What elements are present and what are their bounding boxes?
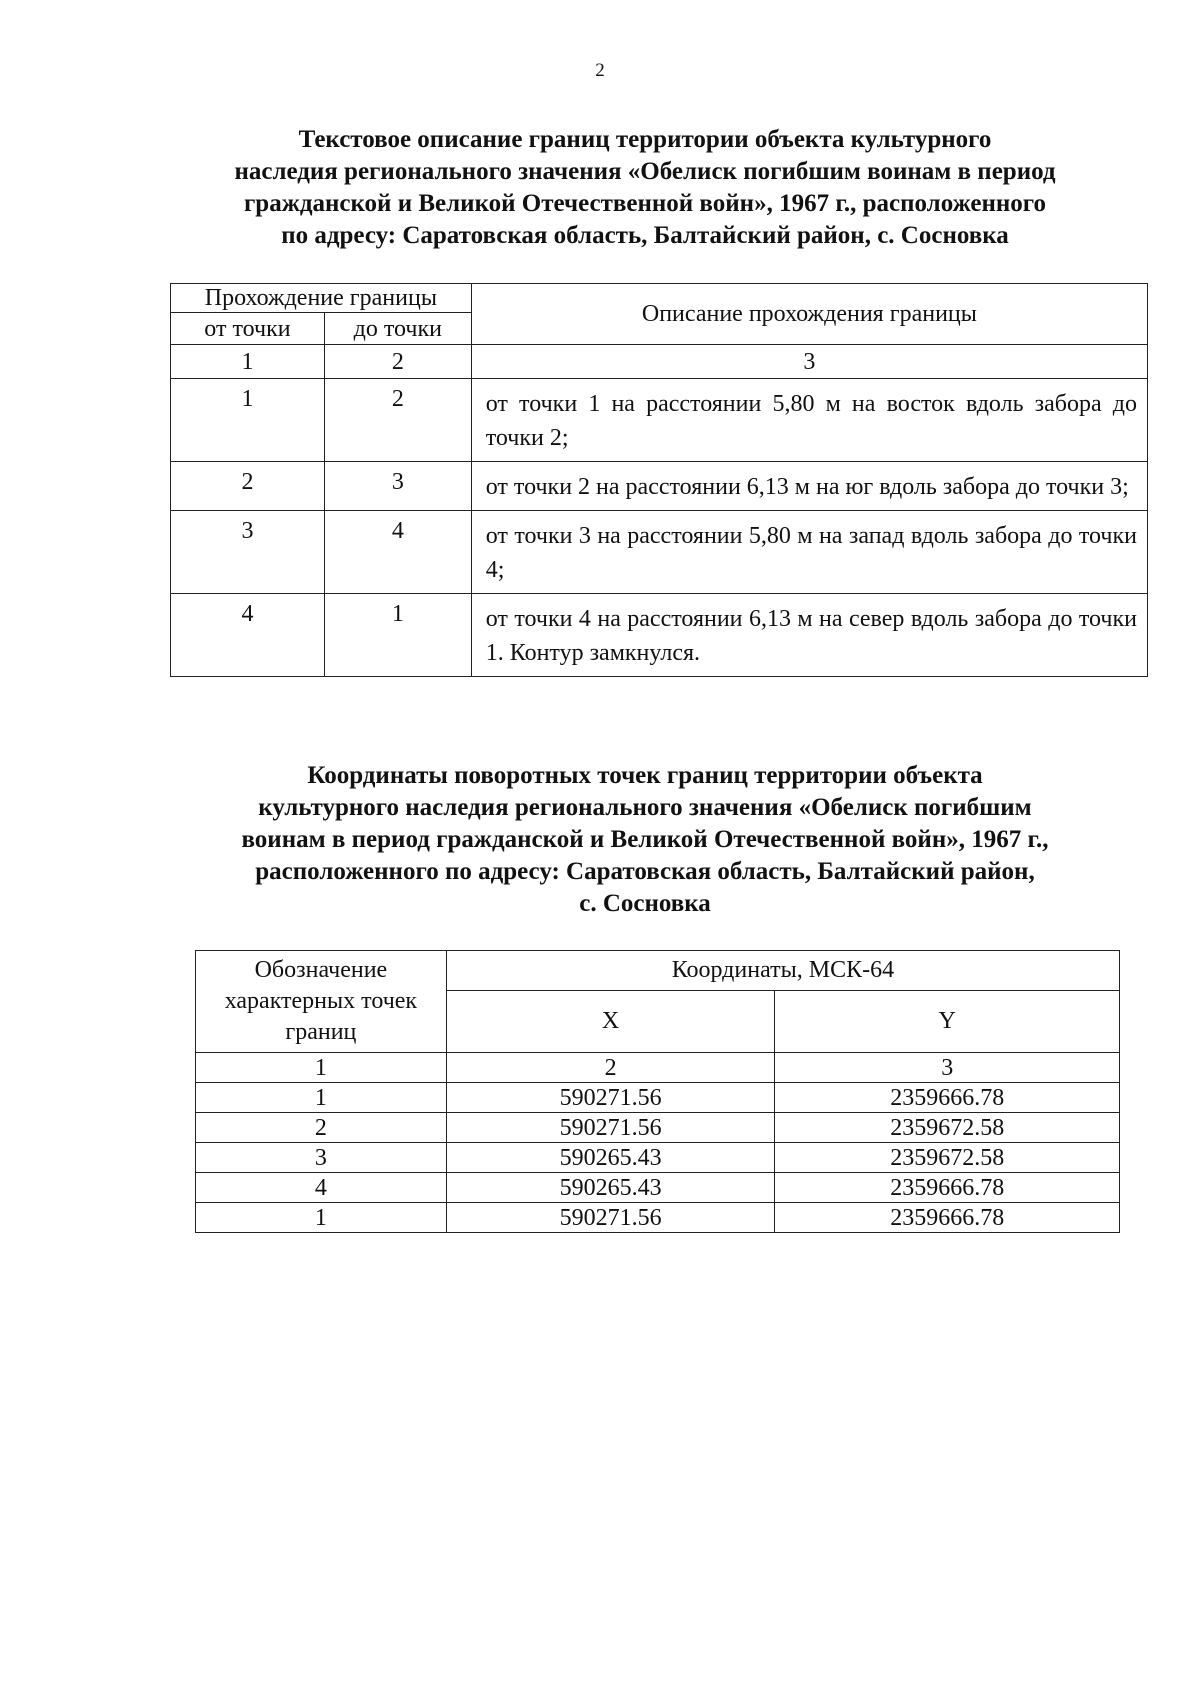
title-line: наследия регионального значения «Обелиск погибшим воинам в период	[234, 158, 1056, 185]
point-id: 2	[196, 1113, 447, 1143]
header-description: Описание прохождения границы	[471, 284, 1147, 345]
table-row	[171, 594, 1148, 677]
table-row	[196, 1143, 1120, 1173]
header-boundary-passage: Прохождение границы	[171, 284, 472, 313]
x-coordinate: 590271.56	[446, 1083, 775, 1113]
boundary-description: от точки 2 на расстоянии 6,13 м на юг вдоль забора до точки 3;	[471, 462, 1147, 511]
coordinates-table	[195, 950, 1120, 1233]
header-x: X	[446, 990, 775, 1052]
point-id: 1	[196, 1083, 447, 1113]
y-coordinate: 2359672.58	[775, 1113, 1120, 1143]
from-point: 2	[171, 462, 325, 511]
page-number: 2	[595, 60, 605, 81]
boundary-description-title	[150, 124, 1140, 252]
to-point: 2	[324, 379, 471, 462]
to-point: 4	[324, 511, 471, 594]
table-row	[196, 1203, 1120, 1233]
y-coordinate: 2359666.78	[775, 1203, 1120, 1233]
column-number: 3	[775, 1053, 1120, 1083]
column-number: 2	[446, 1053, 775, 1083]
title-line: с. Сосновка	[579, 890, 711, 917]
boundary-description: от точки 1 на расстоянии 5,80 м на восток вдоль забора до точки 2;	[471, 379, 1147, 462]
y-coordinate: 2359666.78	[775, 1083, 1120, 1113]
from-point: 3	[171, 511, 325, 594]
y-coordinate: 2359672.58	[775, 1143, 1120, 1173]
from-point: 1	[171, 379, 325, 462]
title-line: культурного наследия регионального значения «Обелиск погибшим	[258, 794, 1032, 821]
coordinates-title	[150, 760, 1140, 920]
title-line: расположенного по адресу: Саратовская область, Балтайский район,	[255, 858, 1035, 885]
title-line: гражданской и Великой Отечественной войн», 1967 г., расположенного	[243, 190, 1047, 217]
point-id: 3	[196, 1143, 447, 1173]
x-coordinate: 590271.56	[446, 1203, 775, 1233]
column-number: 1	[171, 345, 325, 379]
point-id: 1	[196, 1203, 447, 1233]
x-coordinate: 590265.43	[446, 1143, 775, 1173]
title-line: по адресу: Саратовская область, Балтайский район, с. Сосновка	[281, 222, 1009, 249]
table-row	[196, 1173, 1120, 1203]
header-point-designation: Обозначение характерных точек границ	[196, 951, 447, 1053]
table-row	[196, 1083, 1120, 1113]
x-coordinate: 590265.43	[446, 1173, 775, 1203]
column-number: 1	[196, 1053, 447, 1083]
boundary-description: от точки 3 на расстоянии 5,80 м на запад вдоль забора до точки 4;	[471, 511, 1147, 594]
column-number: 3	[471, 345, 1147, 379]
point-id: 4	[196, 1173, 447, 1203]
header-y: Y	[775, 990, 1120, 1052]
title-line: воинам в период гражданской и Великой Отечественной войн», 1967 г.,	[241, 826, 1049, 853]
to-point: 3	[324, 462, 471, 511]
y-coordinate: 2359666.78	[775, 1173, 1120, 1203]
boundary-description: от точки 4 на расстоянии 6,13 м на север вдоль забора до точки 1. Контур замкнулся.	[471, 594, 1147, 677]
title-line: Координаты поворотных точек границ территории объекта	[307, 762, 983, 789]
x-coordinate: 590271.56	[446, 1113, 775, 1143]
from-point: 4	[171, 594, 325, 677]
table-row	[171, 511, 1148, 594]
title-line: Текстовое описание границ территории объекта культурного	[298, 126, 992, 153]
header-from-point: от точки	[171, 313, 325, 345]
table-row	[196, 1113, 1120, 1143]
to-point: 1	[324, 594, 471, 677]
header-to-point: до точки	[324, 313, 471, 345]
boundary-description-table	[170, 283, 1148, 677]
table-row	[171, 462, 1148, 511]
header-coordinates: Координаты, МСК-64	[446, 951, 1119, 991]
column-number: 2	[324, 345, 471, 379]
table-row	[171, 379, 1148, 462]
